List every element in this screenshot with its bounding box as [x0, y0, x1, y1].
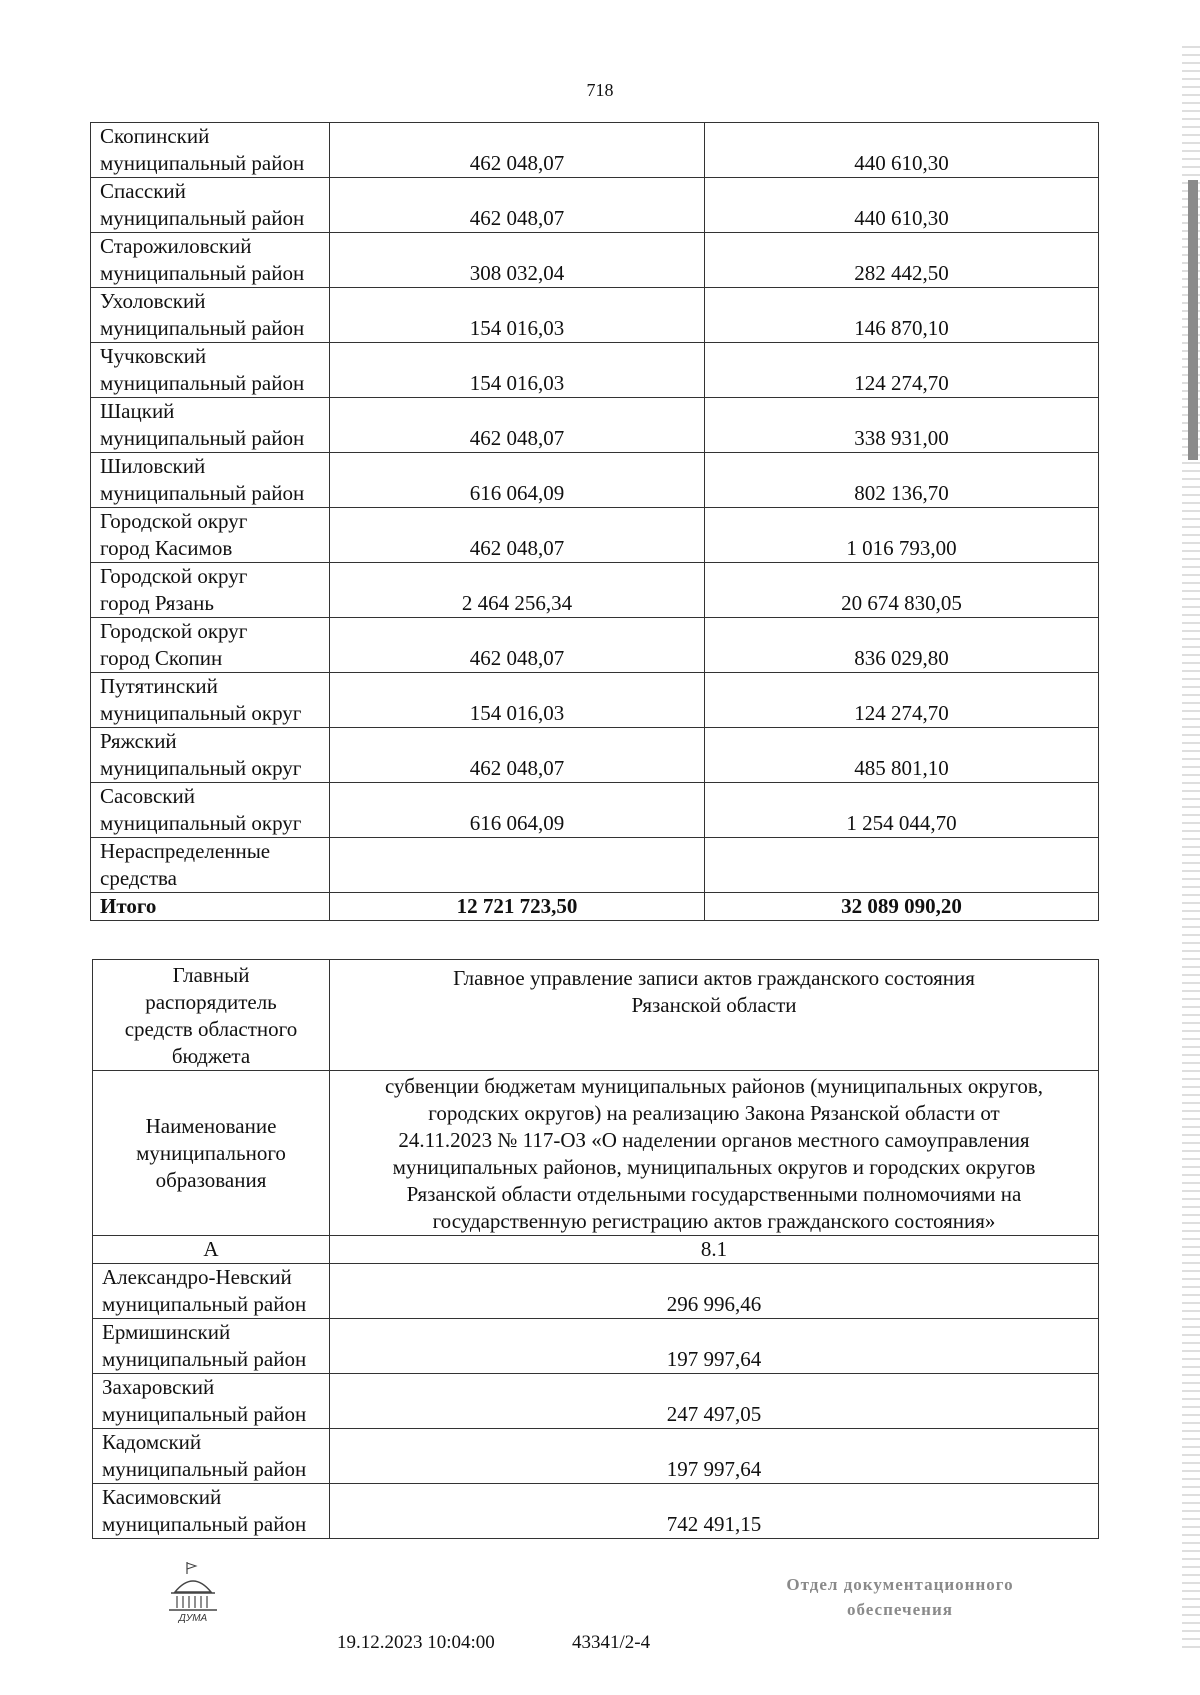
- municipality-name-line: город Касимов: [100, 536, 233, 560]
- department-stamp-line: обеспечения: [847, 1600, 953, 1619]
- municipality-name-line: Скопинский: [100, 124, 210, 148]
- subvention-line: Рязанской области отдельными государственными полномочиями на: [406, 1182, 1022, 1206]
- name-label-cell: [93, 1071, 330, 1236]
- amount-cell-second: 1 254 044,70: [705, 783, 1099, 838]
- manager-label-line: средств областного: [124, 1017, 298, 1041]
- subvention-amount-cell: 197 997,64: [330, 1429, 1099, 1484]
- municipality-name-cell: [91, 233, 330, 288]
- amount-cell-first: [330, 838, 705, 893]
- amount-cell-second: 124 274,70: [705, 343, 1099, 398]
- manager-label-cell: [93, 960, 330, 1071]
- municipality-name-line: муниципальный район: [100, 481, 305, 505]
- manager-row: [93, 960, 1099, 1071]
- amount-cell-second: 440 610,30: [705, 123, 1099, 178]
- subvention-line: городских округов) на реализацию Закона Рязанской области от: [428, 1101, 1000, 1125]
- subvention-line: муниципальных районов, муниципальных округов и городских округов: [392, 1155, 1036, 1179]
- municipality-name-line: муниципальный район: [100, 151, 305, 175]
- municipality-name-line: Нераспределенные: [100, 839, 271, 863]
- table-row: [91, 178, 1099, 233]
- table-row: [91, 233, 1099, 288]
- municipality-name-line: Шиловский: [100, 454, 206, 478]
- subvention-amount-cell: 197 997,64: [330, 1319, 1099, 1374]
- subvention-amount-cell: 296 996,46: [330, 1264, 1099, 1319]
- municipality-name-line: муниципальный район: [100, 426, 305, 450]
- municipality-name-line: Городской округ: [100, 564, 248, 588]
- municipality-name-line: муниципальный район: [102, 1512, 307, 1536]
- municipality-name-line: Захаровский: [102, 1375, 215, 1399]
- amount-cell-first: 616 064,09: [330, 783, 705, 838]
- municipality-name-line: Сасовский: [100, 784, 195, 808]
- name-label-line: образования: [155, 1167, 267, 1192]
- department-stamp: [740, 1572, 1060, 1622]
- amount-cell-second: 802 136,70: [705, 453, 1099, 508]
- table-row: [91, 288, 1099, 343]
- municipality-name-line: муниципальный район: [102, 1457, 307, 1481]
- table-row: [93, 1484, 1099, 1539]
- amount-cell-first: 154 016,03: [330, 673, 705, 728]
- total-row: [91, 893, 1099, 921]
- amount-cell-first: 462 048,07: [330, 178, 705, 233]
- table-row: [91, 508, 1099, 563]
- table-row: [91, 398, 1099, 453]
- amount-cell-first: 462 048,07: [330, 728, 705, 783]
- municipality-name-line: Ухоловский: [100, 289, 206, 313]
- table-row: [93, 1374, 1099, 1429]
- municipality-name-line: Путятинский: [100, 674, 218, 698]
- amount-cell-first: 462 048,07: [330, 508, 705, 563]
- column-index-b: 8.1: [330, 1236, 1099, 1264]
- municipality-name-cell: [93, 1484, 330, 1539]
- total-amount-first: 12 721 723,50: [330, 893, 705, 921]
- name-label-line: муниципального: [136, 1140, 286, 1165]
- municipality-name-line: Шацкий: [100, 399, 175, 423]
- municipality-name-cell: [93, 1319, 330, 1374]
- municipality-name-line: Касимовский: [102, 1485, 222, 1509]
- municipality-name-cell: [93, 1374, 330, 1429]
- subvention-amount-cell: 742 491,15: [330, 1484, 1099, 1539]
- municipality-name-line: муниципальный район: [102, 1347, 307, 1371]
- municipality-name-line: муниципальный округ: [100, 701, 302, 725]
- table-one-body: [91, 123, 1099, 921]
- municipality-name-cell: [91, 838, 330, 893]
- amount-cell-first: 462 048,07: [330, 123, 705, 178]
- table-row: [91, 783, 1099, 838]
- table-row: [93, 1264, 1099, 1319]
- amount-cell-first: 154 016,03: [330, 343, 705, 398]
- duma-logo-icon: [165, 1560, 221, 1624]
- table-row: [91, 838, 1099, 893]
- table-row: [91, 123, 1099, 178]
- amount-cell-second: 20 674 830,05: [705, 563, 1099, 618]
- amount-cell-first: 616 064,09: [330, 453, 705, 508]
- municipality-name-line: Городской округ: [100, 619, 248, 643]
- amount-cell-second: 124 274,70: [705, 673, 1099, 728]
- table-row: [91, 728, 1099, 783]
- manager-label-line: Главный: [172, 963, 250, 987]
- municipality-name-cell: [91, 618, 330, 673]
- registration-datetime: 19.12.2023 10:04:00: [337, 1632, 495, 1653]
- municipality-name-line: муниципальный район: [100, 261, 305, 285]
- manager-value-line: Главное управление записи актов гражданского состояния: [453, 966, 975, 990]
- municipality-name-cell: [93, 1429, 330, 1484]
- municipality-name-cell: [91, 508, 330, 563]
- municipality-name-line: Чучковский: [100, 344, 207, 368]
- amount-cell-second: 440 610,30: [705, 178, 1099, 233]
- amount-cell-second: 146 870,10: [705, 288, 1099, 343]
- subvention-amount-cell: 247 497,05: [330, 1374, 1099, 1429]
- municipality-name-line: Ермишинский: [102, 1320, 231, 1344]
- amount-cell-second: 282 442,50: [705, 233, 1099, 288]
- table-two-body: [93, 960, 1099, 1539]
- municipality-name-line: город Скопин: [100, 646, 223, 670]
- subvention-description-cell: [330, 1071, 1099, 1236]
- municipality-name-line: Старожиловский: [100, 234, 252, 258]
- amount-cell-first: 462 048,07: [330, 618, 705, 673]
- manager-label-line: бюджета: [171, 1044, 251, 1068]
- amount-cell-second: 1 016 793,00: [705, 508, 1099, 563]
- municipality-name-line: Городской округ: [100, 509, 248, 533]
- municipality-name-cell: [91, 673, 330, 728]
- subvention-line: 24.11.2023 № 117-ОЗ «О наделении органов местного самоуправления: [398, 1128, 1030, 1152]
- amount-cell-second: 338 931,00: [705, 398, 1099, 453]
- name-label-line: Наименование: [145, 1113, 277, 1138]
- name-row: [93, 1071, 1099, 1236]
- amount-cell-second: [705, 838, 1099, 893]
- municipality-name-line: муниципальный район: [100, 206, 305, 230]
- municipality-name-cell: [91, 783, 330, 838]
- subvention-line: государственную регистрацию актов гражданского состояния»: [432, 1209, 996, 1233]
- municipality-name-line: город Рязань: [100, 591, 214, 615]
- column-index-a: А: [93, 1236, 330, 1264]
- manager-value-cell: [330, 960, 1099, 1071]
- manager-label-line: распорядитель: [145, 990, 277, 1014]
- municipality-name-line: муниципальный округ: [100, 756, 302, 780]
- municipality-name-line: муниципальный район: [102, 1292, 307, 1316]
- subvention-table: [92, 959, 1099, 1539]
- scan-edge-dark-band: [1188, 180, 1198, 460]
- manager-value-line: Рязанской области: [631, 993, 797, 1017]
- allocation-table-continued: [90, 122, 1099, 921]
- municipality-name-cell: [93, 1264, 330, 1319]
- municipality-name-cell: [91, 343, 330, 398]
- municipality-name-cell: [91, 398, 330, 453]
- column-index-row: [93, 1236, 1099, 1264]
- table-row: [93, 1319, 1099, 1374]
- municipality-name-line: муниципальный район: [100, 316, 305, 340]
- amount-cell-second: 836 029,80: [705, 618, 1099, 673]
- page-number: 718: [586, 80, 614, 100]
- amount-cell-first: 308 032,04: [330, 233, 705, 288]
- municipality-name-cell: [91, 123, 330, 178]
- municipality-name-cell: [91, 453, 330, 508]
- municipality-name-cell: [91, 728, 330, 783]
- amount-cell-second: 485 801,10: [705, 728, 1099, 783]
- department-stamp-line: Отдел документационного: [786, 1575, 1014, 1594]
- municipality-name-line: Кадомский: [102, 1430, 202, 1454]
- municipality-name-line: муниципальный район: [100, 371, 305, 395]
- municipality-name-line: муниципальный округ: [100, 811, 302, 835]
- total-label: Итого: [91, 893, 330, 921]
- table-row: [93, 1429, 1099, 1484]
- logo-text: ДУМА: [178, 1613, 208, 1624]
- municipality-name-cell: [91, 563, 330, 618]
- municipality-name-cell: [91, 288, 330, 343]
- municipality-name-cell: [91, 178, 330, 233]
- amount-cell-first: 154 016,03: [330, 288, 705, 343]
- municipality-name-line: муниципальный район: [102, 1402, 307, 1426]
- amount-cell-first: 462 048,07: [330, 398, 705, 453]
- table-row: [91, 673, 1099, 728]
- table-row: [91, 453, 1099, 508]
- municipality-name-line: средства: [100, 866, 178, 890]
- municipality-name-line: Спасский: [100, 179, 186, 203]
- subvention-line: субвенции бюджетам муниципальных районов (муниципальных округов,: [384, 1074, 1044, 1098]
- municipality-name-line: Александро-Невский: [102, 1265, 292, 1289]
- table-row: [91, 563, 1099, 618]
- table-row: [91, 618, 1099, 673]
- total-amount-second: 32 089 090,20: [705, 893, 1099, 921]
- registration-number: 43341/2-4: [572, 1632, 651, 1653]
- municipality-name-line: Ряжский: [100, 729, 177, 753]
- scan-edge-artifact: [1182, 40, 1200, 1650]
- amount-cell-first: 2 464 256,34: [330, 563, 705, 618]
- table-row: [91, 343, 1099, 398]
